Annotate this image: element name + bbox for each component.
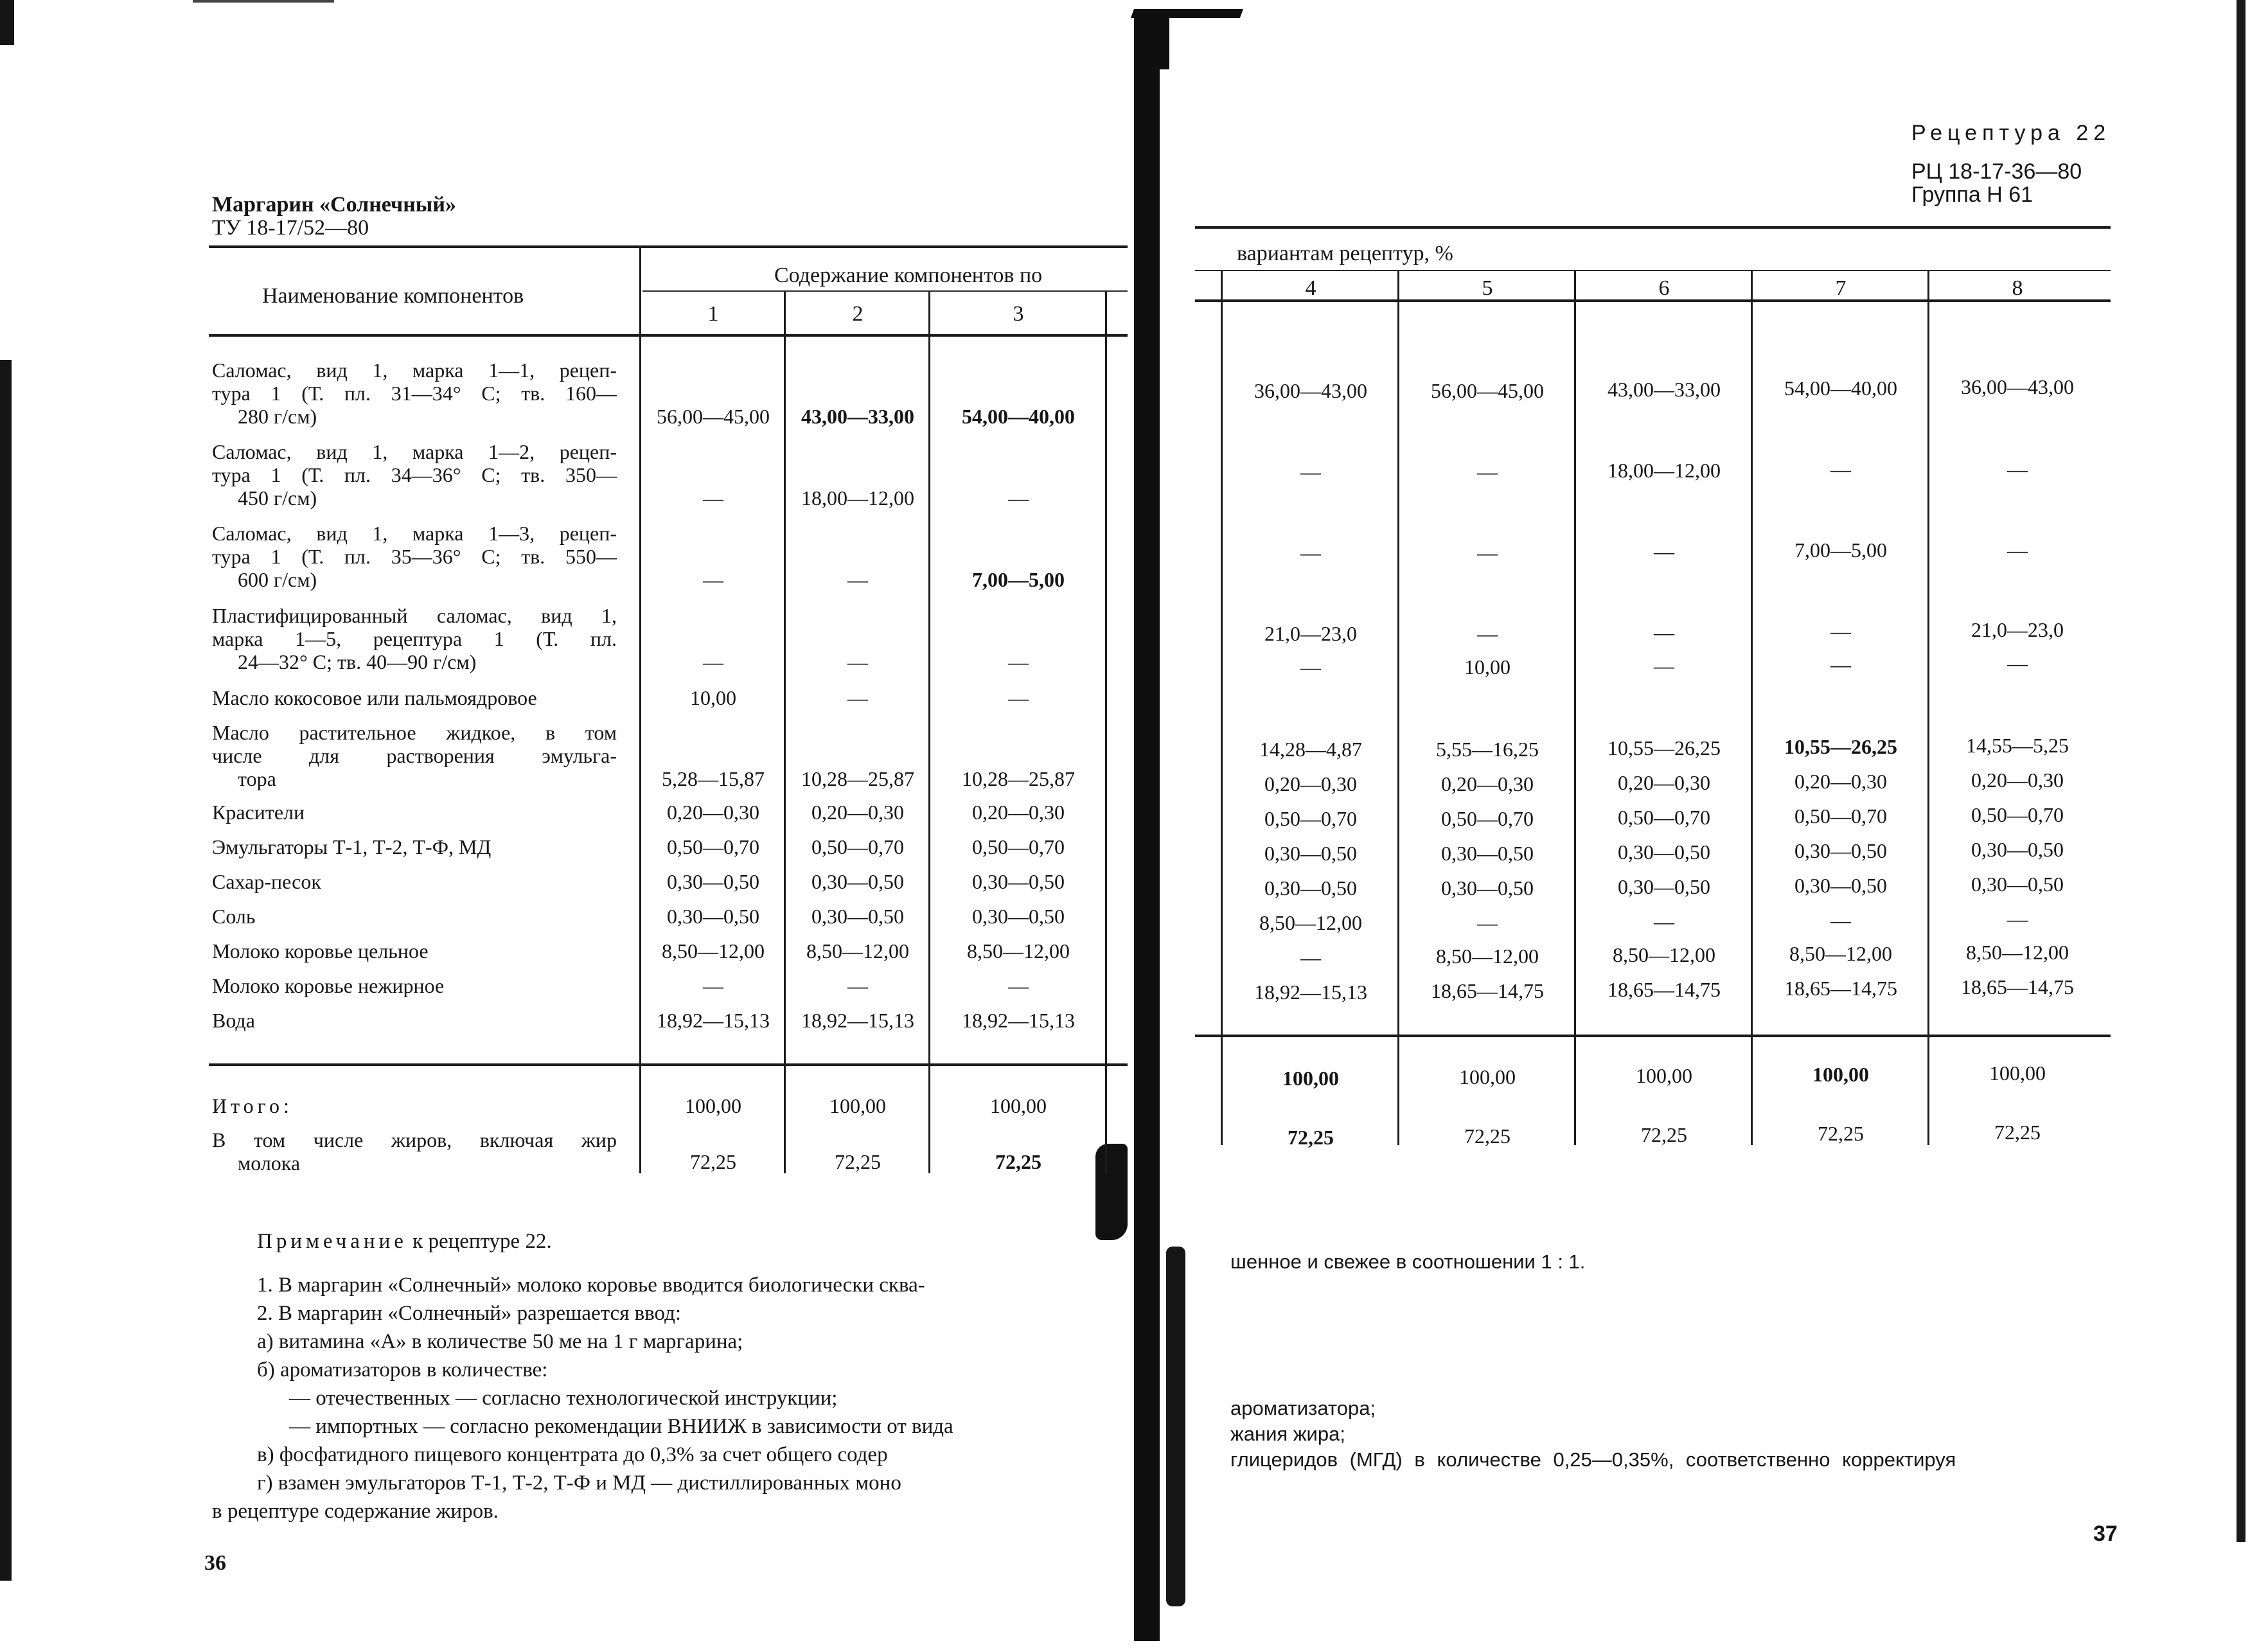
table-cell: —: [1477, 541, 1498, 564]
table-cell: —: [703, 974, 723, 997]
table-cell: —: [2007, 907, 2028, 930]
scan-edge-corner: [0, 0, 14, 45]
fat-cell: 72,25: [1641, 1123, 1687, 1146]
table-cell: 0,30—0,50: [1794, 874, 1887, 897]
rc-code: РЦ 18-17-36—80: [1911, 159, 2082, 184]
table-row-name: Сахар-песок: [212, 870, 321, 893]
fat-cell: 72,25: [1464, 1124, 1510, 1148]
note-title: Примечание к рецептуре 22.: [257, 1230, 552, 1253]
table-cell: —: [847, 686, 868, 709]
table-cell: 36,00—43,00: [1254, 379, 1367, 402]
table-cell: —: [847, 568, 868, 591]
note-continued: жания жира;: [1230, 1423, 1345, 1445]
note-continued: глицеридов (МГД) в количестве 0,25—0,35%, соответственно корректируя: [1230, 1448, 1956, 1471]
table-cell: 56,00—45,00: [657, 405, 770, 428]
table-cell: 18,65—14,75: [1961, 975, 2074, 999]
group-code: Группа Н 61: [1911, 182, 2033, 207]
product-title: Маргарин «Солнечный»: [212, 193, 456, 217]
table-cell: 0,50—0,70: [972, 835, 1065, 858]
header-variant-1: 1: [707, 302, 719, 326]
table-cell: —: [1008, 650, 1029, 673]
table-cell: 0,30—0,50: [972, 905, 1065, 928]
table-cell: 18,92—15,13: [657, 1009, 770, 1032]
table-cell: 0,50—0,70: [811, 835, 904, 858]
table-cell: —: [1477, 622, 1498, 645]
table-cell: —: [2007, 457, 2028, 481]
table-cell: 0,20—0,30: [1264, 772, 1357, 795]
col-divider-2: [784, 292, 786, 1173]
table-cell: 8,50—12,00: [967, 939, 1070, 963]
table-cell: —: [1654, 654, 1674, 677]
table-cell: —: [703, 650, 723, 673]
table-cell: 0,30—0,50: [1618, 840, 1710, 864]
table-cell: —: [1300, 541, 1321, 564]
note-line: 1. В маргарин «Солнечный» молоко коровье вводится биологически сква-: [257, 1274, 925, 1297]
table-cell: —: [2007, 538, 2028, 562]
table-cell: 18,65—14,75: [1608, 978, 1721, 1001]
right-col-divider-4: [1751, 271, 1753, 1145]
right-header-sub-rule: [1195, 270, 2111, 271]
table-cell: 18,92—15,13: [801, 1009, 914, 1032]
table-cell: 10,55—26,25: [1608, 736, 1721, 759]
table-cell: 8,50—12,00: [1613, 943, 1715, 966]
table-cell: —: [1300, 460, 1321, 483]
table-cell: 10,28—25,87: [962, 767, 1075, 790]
right-col-divider-1: [1221, 271, 1223, 1145]
book-spine-cap-lower: [1134, 18, 1169, 69]
table-cell: 18,92—15,13: [962, 1009, 1075, 1032]
note-line: г) взамен эмульгаторов Т-1, Т-2, Т-Ф и МД — дистиллированных моно: [257, 1471, 901, 1495]
table-top-rule: [209, 245, 1128, 248]
table-cell: —: [847, 650, 868, 673]
right-table-top-rule: [1195, 226, 2111, 229]
table-cell: —: [1008, 686, 1029, 709]
note-line: — отечественных — согласно технологической инструкции;: [289, 1387, 838, 1410]
table-cell: —: [1008, 486, 1029, 510]
table-cell: 0,50—0,70: [667, 835, 759, 858]
total-cell: 100,00: [1282, 1067, 1339, 1090]
table-row-name: Эмульгаторы Т-1, Т-2, Т-Ф, МД: [212, 835, 492, 858]
table-cell: 18,65—14,75: [1431, 979, 1544, 1002]
table-cell: —: [1654, 621, 1674, 644]
table-cell: —: [1830, 653, 1851, 676]
table-cell: 0,50—0,70: [1971, 803, 2064, 826]
note-line: — импортных — согласно рекомендации ВНИИЖ в зависимости от вида: [289, 1415, 953, 1438]
total-label: Итого:: [212, 1094, 293, 1117]
header-variant-8: 8: [2012, 276, 2023, 300]
table-cell: 7,00—5,00: [972, 568, 1065, 591]
total-cell: 100,00: [685, 1094, 741, 1117]
table-cell: 36,00—43,00: [1961, 375, 2074, 398]
table-cell: —: [2007, 652, 2028, 675]
total-cell: 100,00: [1812, 1063, 1869, 1086]
note-line: а) витамина «А» в количестве 50 ме на 1 г маргарина;: [257, 1330, 743, 1353]
table-cell: 14,55—5,25: [1966, 734, 2069, 757]
table-cell: 0,20—0,30: [1618, 771, 1710, 794]
right-col-divider-3: [1574, 271, 1576, 1145]
table-cell: —: [1654, 910, 1674, 933]
total-cell: 100,00: [1459, 1065, 1516, 1088]
table-cell: —: [703, 486, 723, 510]
header-bottom-rule: [209, 334, 1128, 337]
table-cell: —: [1830, 457, 1851, 481]
table-cell: —: [847, 974, 868, 997]
table-cell: 0,20—0,30: [972, 801, 1065, 824]
header-content-col: Содержание компонентов по: [774, 263, 1043, 287]
table-cell: 0,20—0,30: [811, 801, 904, 824]
table-cell: 8,50—12,00: [1966, 941, 2069, 964]
table-cell: 0,30—0,50: [1264, 842, 1357, 865]
table-row-name: Масло кокосовое или пальмоядровое: [212, 686, 537, 709]
table-cell: 0,30—0,50: [1264, 876, 1357, 900]
table-cell: 8,50—12,00: [806, 939, 909, 963]
table-cell: 10,55—26,25: [1784, 735, 1897, 758]
table-row-name: Саломас, вид 1, марка 1—2, рецеп- тура 1 (Т. пл. 34—36° С; тв. 350— 450 г/см): [212, 440, 617, 510]
table-cell: 18,00—12,00: [1608, 459, 1721, 482]
table-cell: 56,00—45,00: [1431, 379, 1544, 402]
fat-cell: 72,25: [690, 1150, 736, 1173]
page-number-right: 37: [2093, 1522, 2118, 1546]
table-row-name: Молоко коровье цельное: [212, 939, 429, 963]
table-cell: 10,00: [690, 686, 736, 709]
table-cell: —: [1830, 909, 1851, 932]
scan-mark-top: [193, 0, 334, 3]
table-cell: —: [1830, 619, 1851, 643]
body-bottom-rule: [209, 1063, 1128, 1066]
total-cell: 100,00: [990, 1094, 1047, 1117]
table-cell: 0,30—0,50: [667, 905, 759, 928]
table-cell: 18,65—14,75: [1784, 977, 1897, 1000]
header-sub-rule: [642, 290, 1128, 292]
table-cell: 0,50—0,70: [1264, 807, 1357, 830]
note-continued: ароматизатора;: [1230, 1397, 1376, 1419]
table-cell: 8,50—12,00: [1259, 911, 1362, 934]
ink-blot-lower: [1166, 1247, 1185, 1606]
fat-label: В том числе жиров, включая жир молока: [212, 1128, 617, 1175]
table-cell: 43,00—33,00: [1608, 378, 1721, 401]
table-cell: —: [1477, 911, 1498, 934]
table-cell: 0,20—0,30: [667, 801, 759, 824]
header-variant-6: 6: [1658, 276, 1670, 300]
header-variant-2: 2: [852, 302, 864, 326]
table-cell: —: [1477, 460, 1498, 483]
table-cell: 0,50—0,70: [1441, 807, 1534, 830]
table-cell: 21,0—23,0: [1264, 622, 1357, 645]
table-cell: —: [1008, 974, 1029, 997]
note-line: б) ароматизаторов в количестве:: [257, 1358, 548, 1381]
table-cell: 43,00—33,00: [801, 405, 914, 428]
table-cell: 5,28—15,87: [662, 767, 765, 790]
table-cell: —: [1654, 540, 1674, 563]
right-body-bottom-rule: [1195, 1035, 2111, 1037]
note-line: в рецептуре содержание жиров.: [212, 1500, 499, 1523]
table-cell: 0,20—0,30: [1441, 772, 1534, 795]
table-cell: 5,55—16,25: [1436, 738, 1539, 761]
table-cell: 0,30—0,50: [972, 870, 1065, 893]
recipe-label: Рецептура 22: [1911, 121, 2111, 145]
table-row-name: Вода: [212, 1009, 255, 1032]
table-cell: 0,30—0,50: [1971, 838, 2064, 861]
table-row-name: Красители: [212, 801, 305, 824]
total-cell: 100,00: [1636, 1064, 1692, 1087]
total-cell: 100,00: [1989, 1061, 2046, 1085]
spec-code: ТУ 18-17/52—80: [212, 216, 369, 240]
col-divider-4: [1105, 292, 1107, 1173]
header-variant-7: 7: [1835, 276, 1847, 300]
table-cell: 0,30—0,50: [811, 905, 904, 928]
table-cell: 0,30—0,50: [1794, 839, 1887, 862]
table-cell: 0,30—0,50: [1618, 875, 1710, 898]
note-continued: шенное и свежее в соотношении 1 : 1.: [1230, 1250, 1586, 1273]
table-cell: 18,00—12,00: [801, 486, 914, 510]
table-cell: 0,30—0,50: [1441, 876, 1534, 900]
table-cell: 0,30—0,50: [1971, 873, 2064, 896]
table-row-name: Пластифицированный саломас, вид 1, марка 1—5, рецептура 1 (Т. пл. 24—32° С; тв. 40—90 г/см): [212, 604, 617, 673]
table-cell: 0,50—0,70: [1794, 804, 1887, 828]
table-cell: 21,0—23,0: [1971, 618, 2064, 641]
table-row-name: Саломас, вид 1, марка 1—3, рецеп- тура 1 (Т. пл. 35—36° С; тв. 550— 600 г/см): [212, 522, 617, 591]
table-cell: 8,50—12,00: [1436, 945, 1539, 968]
table-cell: 0,20—0,30: [1971, 768, 2064, 792]
table-cell: 14,28—4,87: [1259, 738, 1362, 761]
fat-cell: 72,25: [1818, 1122, 1864, 1145]
header-name-col: Наименование компонентов: [262, 284, 524, 308]
book-spine-cap: [1131, 9, 1243, 18]
note-line: 2. В маргарин «Солнечный» разрешается ввод:: [257, 1302, 682, 1325]
table-row-name: Масло растительное жидкое, в том числе для растворения эмульга- тора: [212, 721, 617, 790]
col-divider-3: [928, 292, 930, 1173]
right-col-divider-5: [1927, 271, 1929, 1145]
header-variant-4: 4: [1305, 276, 1316, 300]
table-row-name: Соль: [212, 905, 256, 928]
fat-cell: 72,25: [835, 1150, 881, 1173]
scan-edge-left: [0, 360, 12, 1581]
fat-cell: 72,25: [1994, 1121, 2041, 1144]
table-cell: 7,00—5,00: [1794, 538, 1887, 562]
table-cell: 0,20—0,30: [1794, 770, 1887, 793]
fat-cell: 72,25: [995, 1150, 1041, 1173]
table-cell: —: [703, 568, 723, 591]
header-variant-5: 5: [1482, 276, 1493, 300]
table-cell: 0,30—0,50: [1441, 842, 1534, 865]
table-cell: 54,00—40,00: [1784, 377, 1897, 400]
col-divider-1: [639, 247, 641, 1173]
table-cell: 54,00—40,00: [962, 405, 1075, 428]
table-cell: —: [1300, 655, 1321, 679]
scan-edge-right: [2237, 0, 2246, 1542]
book-spine-shadow: [1134, 9, 1160, 1641]
header-continued: вариантам рецептур, %: [1237, 242, 1453, 265]
header-variant-3: 3: [1013, 302, 1024, 326]
table-cell: 10,28—25,87: [801, 767, 914, 790]
table-cell: 18,92—15,13: [1254, 981, 1367, 1004]
table-cell: 10,00: [1464, 655, 1510, 679]
table-cell: —: [1300, 946, 1321, 969]
table-row-name: Саломас, вид 1, марка 1—1, рецеп- тура 1 (Т. пл. 31—34° С; тв. 160— 280 г/см): [212, 359, 617, 428]
table-cell: 8,50—12,00: [662, 939, 765, 963]
table-row-name: Молоко коровье нежирное: [212, 974, 445, 997]
table-cell: 0,50—0,70: [1618, 806, 1710, 829]
right-col-divider-2: [1397, 271, 1399, 1145]
table-cell: 0,30—0,50: [667, 870, 759, 893]
table-cell: 0,30—0,50: [811, 870, 904, 893]
note-line: в) фосфатидного пищевого концентрата до 0,3% за счет общего содер: [257, 1443, 888, 1466]
table-cell: 8,50—12,00: [1789, 942, 1892, 965]
total-cell: 100,00: [829, 1094, 886, 1117]
page-number-left: 36: [204, 1551, 226, 1575]
fat-cell: 72,25: [1288, 1126, 1334, 1149]
